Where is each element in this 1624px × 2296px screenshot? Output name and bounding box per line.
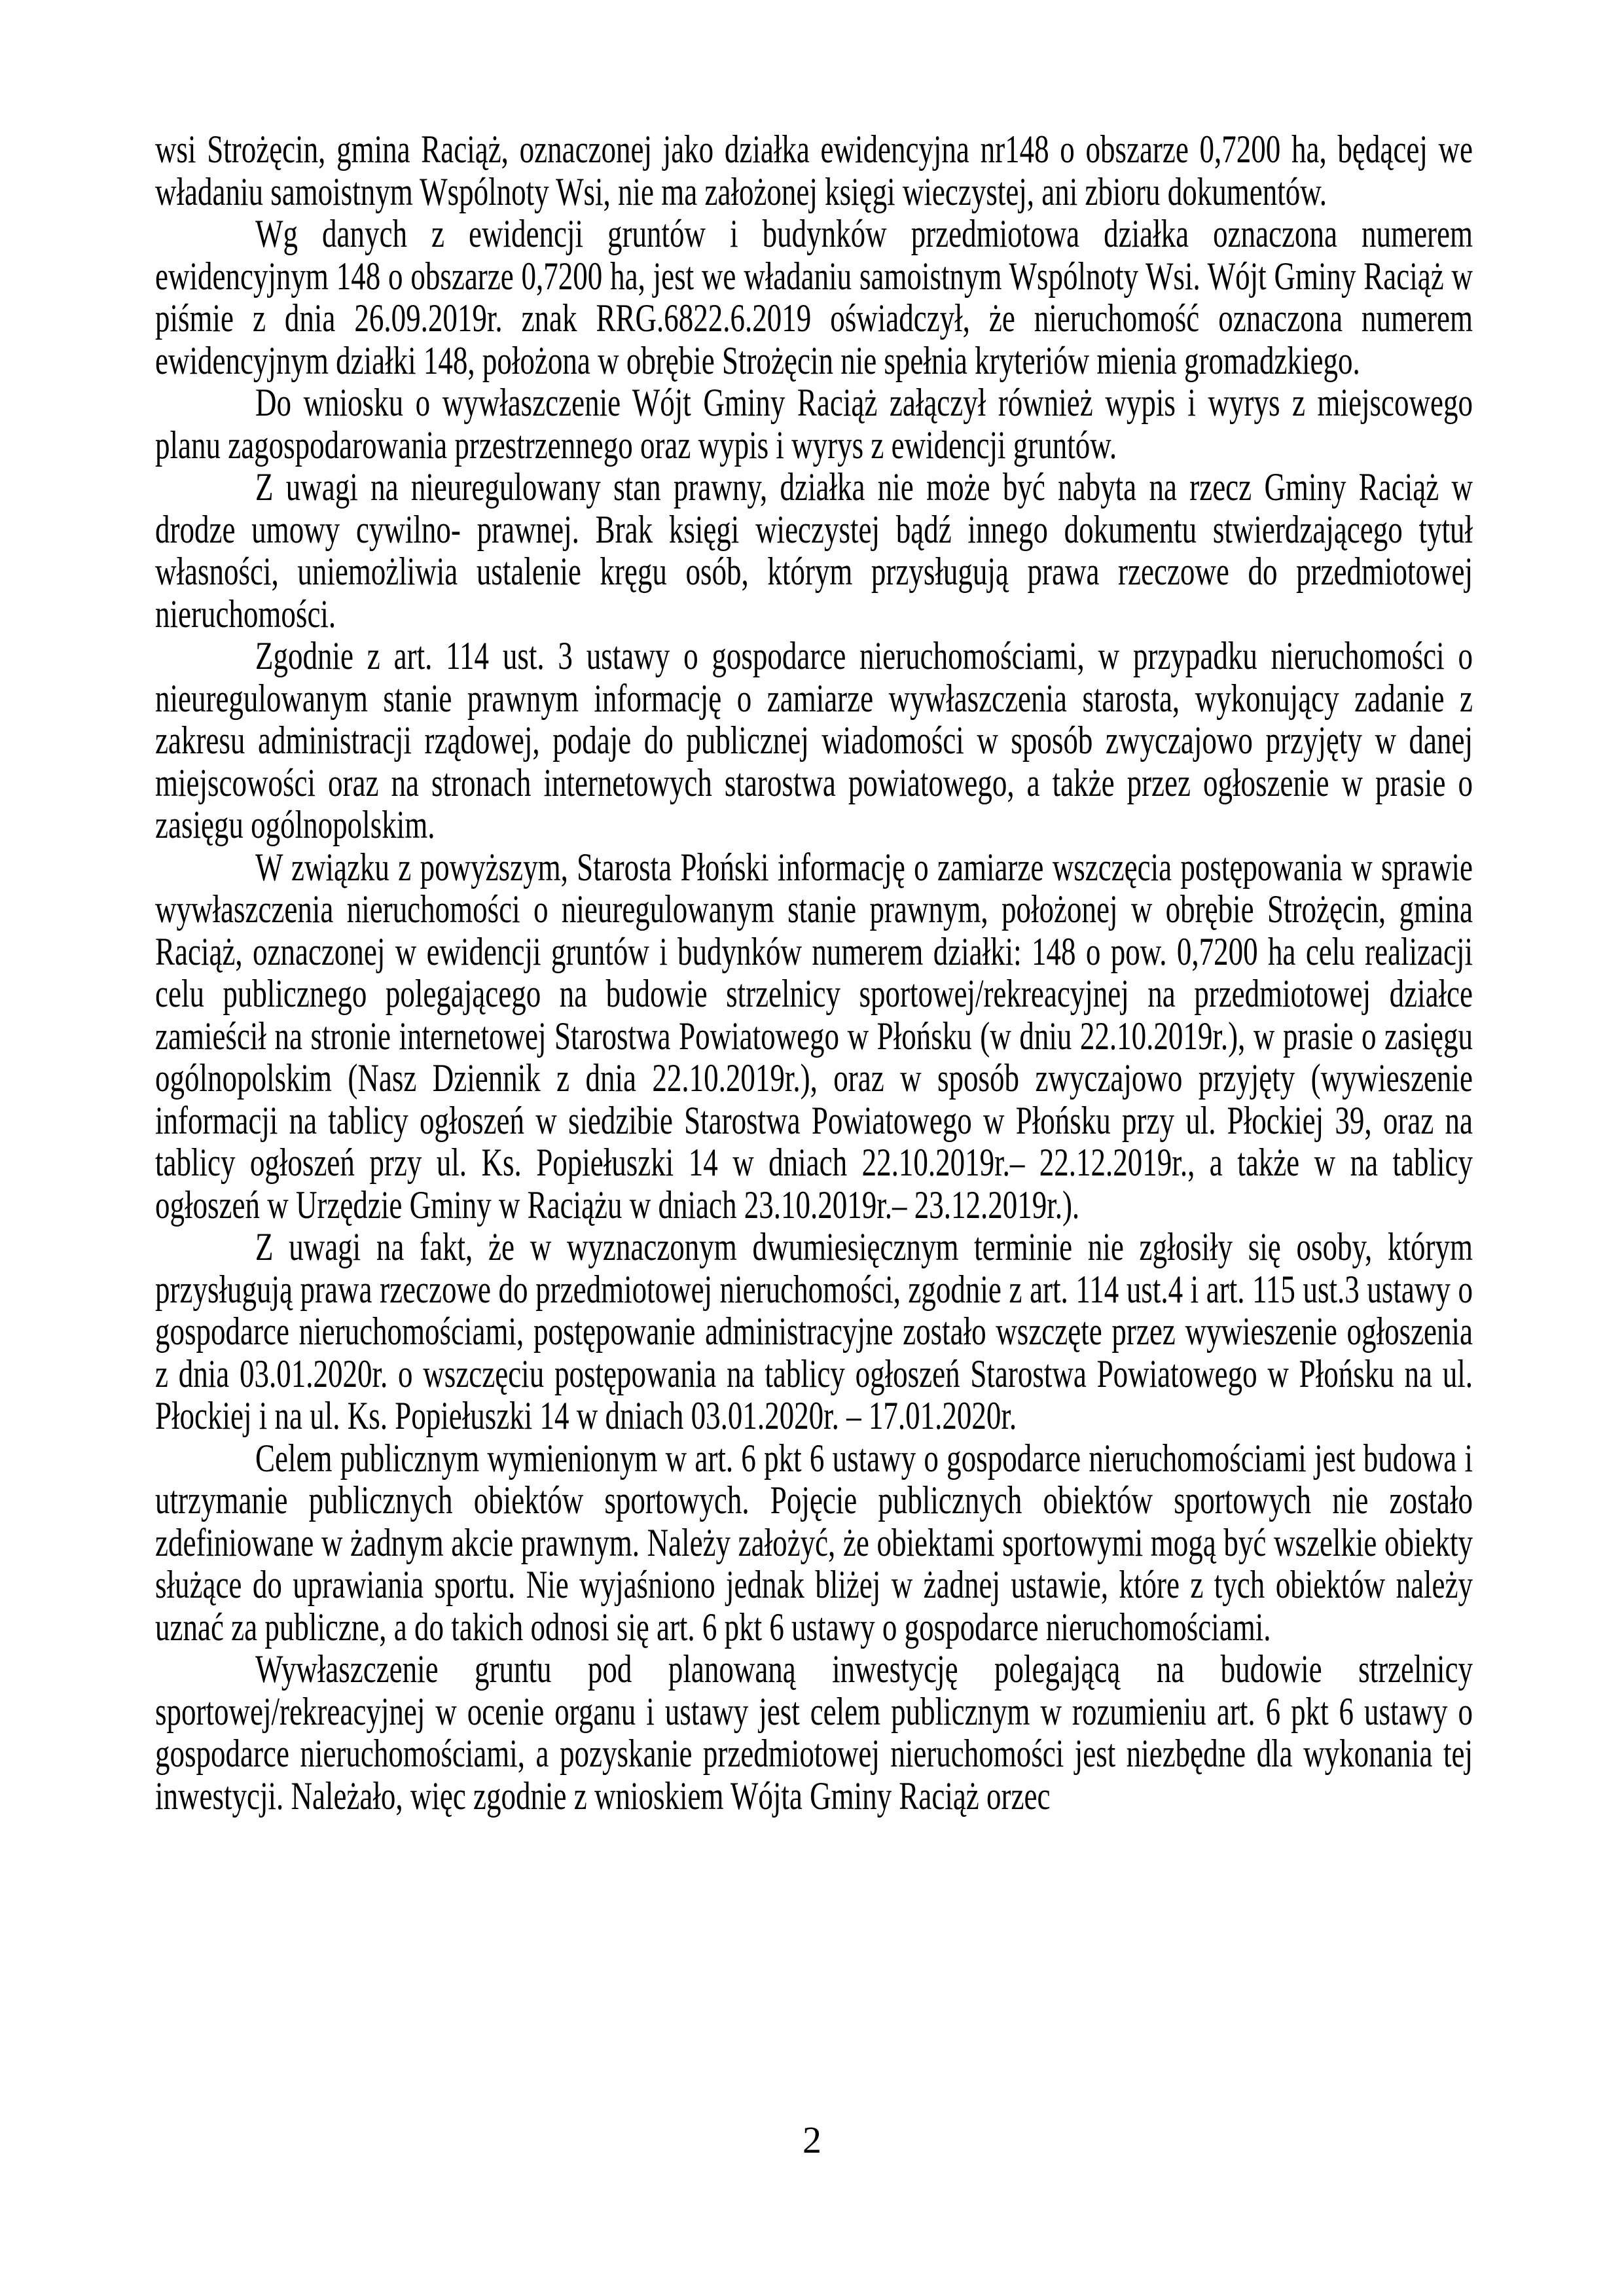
paragraph-wniosek-zalaczniki: Do wniosku o wywłaszczenie Wójt Gminy Raciąż załączył również wypis i wyrys z miejscowego planu zagospodarowania przestrzennego oraz wypis i wyrys z ewidencji gruntów. bbox=[155, 381, 1473, 467]
paragraph-wywlaszczenie-gruntu: Wywłaszczenie gruntu pod planowaną inwestycję polegającą na budowie strzelnicy sportowej/rekreacyjnej w ocenie organu i ustawy jest celem publicznym w rozumieniu art. 6 pkt 6 ustawy o gospodarce nieruchomościami, a pozyskanie przedmiotowej nieruchomości jest niezbędne dla wykonania tej inwestycji. Należało, więc zgodnie z wnioskiem Wójta Gminy Raciąż orzec bbox=[155, 1647, 1473, 1818]
paragraph-art-114: Zgodnie z art. 114 ust. 3 ustawy o gospodarce nieruchomościami, w przypadku nieruchomości o nieuregulowanym stanie prawnym informację o zamiarze wywłaszczenia starosta, wykonujący zadanie z zakresu administracji rządowej, podaje do publicznej wiadomości w sposób zwyczajowo przyjęty w danej miejscowości oraz na stronach internetowych starostwa powiatowego, a także przez ogłoszenie w prasie o zasięgu ogólnopolskim. bbox=[155, 634, 1473, 846]
paragraph-continuation: wsi Strożęcin, gmina Raciąż, oznaczonej jako działka ewidencyjna nr148 o obszarze 0,7200 ha, będącej we władaniu samoistnym Wspólnoty Wsi, nie ma założonej księgi wieczystej, ani zbioru dokumentów. bbox=[155, 128, 1473, 213]
paragraph-stan-prawny: Z uwagi na nieuregulowany stan prawny, działka nie może być nabyta na rzecz Gminy Raciąż w drodze umowy cywilno- prawnej. Brak księgi wieczystej bądź innego dokumentu stwierdzającego tytuł własności, uniemożliwia ustalenie kręgu osób, którym przysługują prawa rzeczowe do przedmiotowej nieruchomości. bbox=[155, 465, 1473, 636]
paragraph-cel-publiczny: Celem publicznym wymienionym w art. 6 pkt 6 ustawy o gospodarce nieruchomościami jest budowa i utrzymanie publicznych obiektów sportowych. Pojęcie publicznych obiektów sportowych nie zostało zdefiniowane w żadnym akcie prawnym. Należy założyć, że obiektami sportowymi mogą być wszelkie obiekty służące do uprawiania sportu. Nie wyjaśniono jednak bliżej w żadnej ustawie, które z tych obiektów należy uznać za publiczne, a do takich odnosi się art. 6 pkt 6 ustawy o gospodarce nieruchomościami. bbox=[155, 1436, 1473, 1649]
paragraph-ewidencja: Wg danych z ewidencji gruntów i budynków przedmiotowa działka oznaczona numerem ewidencyjnym 148 o obszarze 0,7200 ha, jest we władaniu samoistnym Wspólnoty Wsi. Wójt Gminy Raciąż w piśmie z dnia 26.09.2019r. znak RRG.6822.6.2019 oświadczył, że nieruchomość oznaczona numerem ewidencyjnym działki 148, położona w obrębie Strożęcin nie spełnia kryteriów mienia gromadzkiego. bbox=[155, 212, 1473, 382]
paragraph-wszczecie-postepowania: Z uwagi na fakt, że w wyznaczonym dwumiesięcznym terminie nie zgłosiły się osoby, którym przysługują prawa rzeczowe do przedmiotowej nieruchomości, zgodnie z art. 114 ust.4 i art. 115 ust.3 ustawy o gospodarce nieruchomościami, postępowanie administracyjne zostało wszczęte przez wywieszenie ogłoszenia z dnia 03.01.2020r. o wszczęciu postępowania na tablicy ogłoszeń Starostwa Powiatowego w Płońsku na ul. Płockiej i na ul. Ks. Popiełuszki 14 w dniach 03.01.2020r. – 17.01.2020r. bbox=[155, 1225, 1473, 1437]
paragraph-oglaszanie-informacji: W związku z powyższym, Starosta Płoński informację o zamiarze wszczęcia postępowania w sprawie wywłaszczenia nieruchomości o nieuregulowanym stanie prawnym, położonej w obrębie Strożęcin, gmina Raciąż, oznaczonej w ewidencji gruntów i budynków numerem działki: 148 o pow. 0,7200 ha celu realizacji celu publicznego polegającego na budowie strzelnicy sportowej/rekreacyjnej na przedmiotowej działce zamieścił na stronie internetowej Starostwa Powiatowego w Płońsku (w dniu 22.10.2019r.), w prasie o zasięgu ogólnopolskim (Nasz Dziennik z dnia 22.10.2019r.), oraz w sposób zwyczajowo przyjęty (wywieszenie informacji na tablicy ogłoszeń w siedzibie Starostwa Powiatowego w Płońsku przy ul. Płockiej 39, oraz na tablicy ogłoszeń przy ul. Ks. Popiełuszki 14 w dniach 22.10.2019r.– 22.12.2019r., a także w na tablicy ogłoszeń w Urzędzie Gminy w Raciążu w dniach 23.10.2019r.– 23.12.2019r.). bbox=[155, 845, 1473, 1227]
text-block bbox=[155, 128, 1473, 1817]
page-number: 2 bbox=[803, 2119, 821, 2161]
